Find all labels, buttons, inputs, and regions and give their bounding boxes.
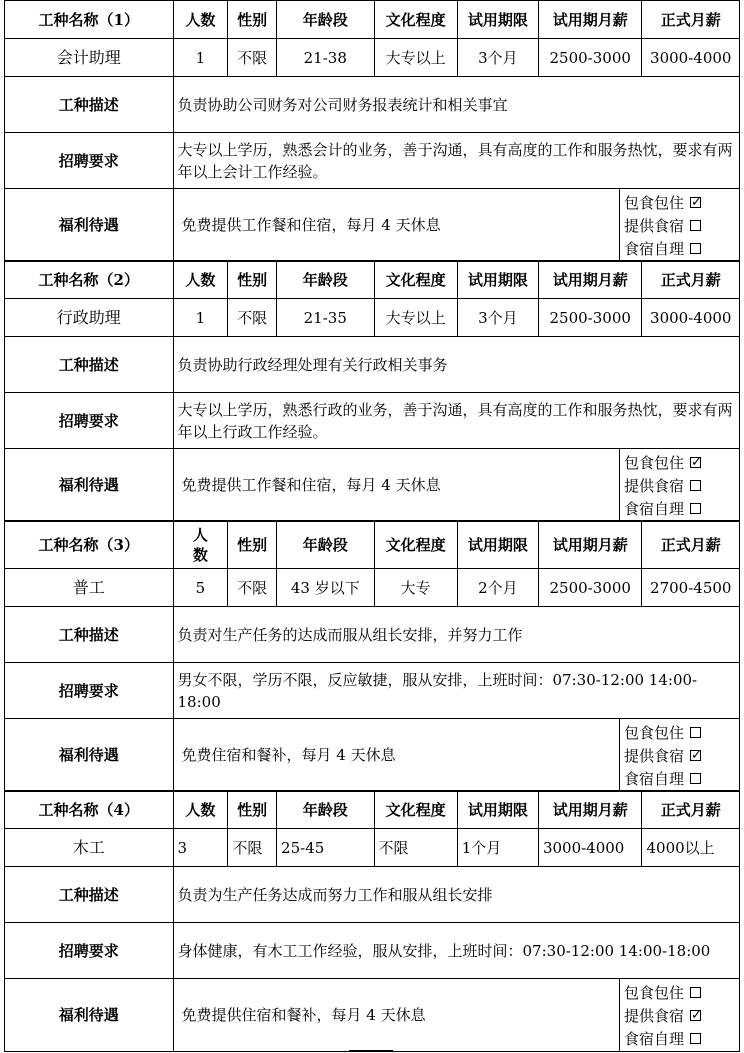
header-cell: 年龄段	[277, 1, 374, 39]
benefits-cell	[173, 189, 739, 262]
header-cell: 人数	[173, 1, 228, 39]
value-cell-salary: 3000-4000	[642, 39, 740, 77]
header-cell: 文化程度	[374, 521, 457, 569]
value-cell-count: 3	[173, 829, 228, 867]
benefit-option-label: 提供食宿	[624, 1006, 685, 1025]
requirements-row	[5, 923, 740, 979]
benefits-label: 福利待遇	[5, 719, 174, 792]
benefit-option	[624, 214, 735, 237]
benefit-option	[624, 1004, 735, 1027]
benefits-text: 免费提供住宿和餐补，每月 4 天休息	[181, 1006, 426, 1024]
header-row	[5, 1, 740, 39]
header-cell: 性别	[228, 261, 277, 299]
header-cell: 试用期月薪	[538, 791, 642, 829]
description-text: 负责协助行政经理处理有关行政相关事务	[173, 337, 739, 393]
checkbox-icon[interactable]	[690, 727, 701, 738]
value-cell-probation: 3个月	[457, 39, 538, 77]
header-cell: 年龄段	[277, 791, 374, 829]
requirements-label: 招聘要求	[5, 133, 174, 189]
value-cell-probation: 2个月	[457, 569, 538, 607]
requirements-label: 招聘要求	[5, 393, 174, 449]
benefits-cell	[173, 979, 739, 1052]
value-cell-gender: 不限	[228, 569, 277, 607]
job-table	[4, 260, 740, 522]
value-cell-name: 木工	[5, 829, 174, 867]
benefit-option	[624, 451, 735, 474]
value-cell-name: 行政助理	[5, 299, 174, 337]
value-cell-age: 21-35	[277, 299, 374, 337]
benefit-options	[619, 979, 739, 1051]
description-text: 负责对生产任务的达成而服从组长安排，并努力工作	[173, 607, 739, 663]
benefit-option-label: 食宿自理	[624, 769, 685, 788]
header-cell: 试用期月薪	[538, 1, 642, 39]
benefit-option-label: 包食包住	[624, 193, 685, 212]
job-table	[4, 520, 740, 792]
value-row	[5, 39, 740, 77]
checked-box-icon[interactable]	[690, 197, 701, 208]
value-cell-count: 1	[173, 39, 228, 77]
requirements-text: 男女不限，学历不限，反应敏捷，服从安排，上班时间：07:30-12:00 14:00-18:00	[173, 663, 739, 719]
header-cell	[173, 521, 228, 569]
requirements-text: 大专以上学历，熟悉行政的业务，善于沟通，具有高度的工作和服务热忱，要求有两年以上行政工作经验。	[173, 393, 739, 449]
description-label: 工种描述	[5, 337, 174, 393]
value-cell-education: 不限	[374, 829, 457, 867]
header-cell: 试用期限	[457, 791, 538, 829]
header-cell: 性别	[228, 521, 277, 569]
value-cell-education: 大专以上	[374, 299, 457, 337]
checkbox-icon[interactable]	[690, 1033, 701, 1044]
header-cell: 试用期月薪	[538, 261, 642, 299]
benefit-option	[624, 744, 735, 767]
checkbox-icon[interactable]	[690, 480, 701, 491]
benefits-text: 免费提供工作餐和住宿，每月 4 天休息	[181, 476, 441, 494]
description-text: 负责协助公司财务对公司财务报表统计和相关事宜	[173, 77, 739, 133]
header-cell: 人数	[173, 261, 228, 299]
header-cell: 正式月薪	[642, 791, 740, 829]
benefit-option	[624, 191, 735, 214]
header-cell: 人数	[173, 791, 228, 829]
value-cell-probation_salary: 2500-3000	[538, 299, 642, 337]
benefits-row	[5, 979, 740, 1052]
description-row	[5, 607, 740, 663]
description-label: 工种描述	[5, 607, 174, 663]
header-row	[5, 261, 740, 299]
checkbox-icon[interactable]	[690, 243, 701, 254]
requirements-text: 大专以上学历，熟悉会计的业务，善于沟通，具有高度的工作和服务热忱，要求有两年以上会计工作经验。	[173, 133, 739, 189]
benefit-option-label: 食宿自理	[624, 1029, 685, 1048]
header-row	[5, 791, 740, 829]
benefits-row	[5, 719, 740, 792]
value-cell-gender: 不限	[228, 829, 277, 867]
requirements-row	[5, 393, 740, 449]
value-cell-probation: 3个月	[457, 299, 538, 337]
description-label: 工种描述	[5, 867, 174, 923]
benefit-option	[624, 474, 735, 497]
header-cell: 性别	[228, 1, 277, 39]
job-table	[4, 790, 740, 1052]
benefit-option-label: 包食包住	[624, 453, 685, 472]
benefit-option	[624, 497, 735, 520]
header-cell: 正式月薪	[642, 261, 740, 299]
value-cell-count: 1	[173, 299, 228, 337]
value-cell-name: 普工	[5, 569, 174, 607]
benefit-option-label: 包食包住	[624, 983, 685, 1002]
value-cell-name: 会计助理	[5, 39, 174, 77]
value-row	[5, 829, 740, 867]
benefit-option-label: 包食包住	[624, 723, 685, 742]
description-row	[5, 337, 740, 393]
header-cell: 试用期限	[457, 521, 538, 569]
benefit-option	[624, 767, 735, 790]
value-cell-age: 25-45	[277, 829, 374, 867]
benefit-option-label: 提供食宿	[624, 216, 685, 235]
checked-box-icon[interactable]	[690, 457, 701, 468]
requirements-text: 身体健康，有木工工作经验，服从安排，上班时间：07:30-12:00 14:00-18:00	[173, 923, 739, 979]
benefits-label: 福利待遇	[5, 189, 174, 262]
value-cell-gender: 不限	[228, 39, 277, 77]
header-cell: 性别	[228, 791, 277, 829]
job-table	[4, 0, 740, 262]
value-cell-probation_salary: 2500-3000	[538, 569, 642, 607]
checked-box-icon[interactable]	[690, 750, 701, 761]
benefit-option-label: 提供食宿	[624, 746, 685, 765]
checkbox-icon[interactable]	[690, 503, 701, 514]
description-text: 负责为生产任务达成而努力工作和服从组长安排	[173, 867, 739, 923]
value-cell-gender: 不限	[228, 299, 277, 337]
benefits-cell	[173, 719, 739, 792]
header-cell: 文化程度	[374, 1, 457, 39]
value-cell-probation_salary: 3000-4000	[538, 829, 642, 867]
header-char: 人	[192, 525, 208, 544]
benefits-label: 福利待遇	[5, 979, 174, 1052]
header-cell: 试用期限	[457, 1, 538, 39]
benefit-options	[619, 719, 739, 791]
header-row	[5, 521, 740, 569]
header-cell: 文化程度	[374, 261, 457, 299]
value-cell-education: 大专	[374, 569, 457, 607]
header-cell: 工种名称（4）	[5, 791, 174, 829]
value-row	[5, 299, 740, 337]
value-cell-count: 5	[173, 569, 228, 607]
benefit-options	[619, 449, 739, 521]
header-char: 数	[192, 545, 208, 564]
value-row	[5, 569, 740, 607]
header-cell: 工种名称（1）	[5, 1, 174, 39]
value-cell-salary: 2700-4500	[642, 569, 740, 607]
benefits-row	[5, 449, 740, 522]
benefit-options	[619, 189, 739, 261]
benefit-option	[624, 981, 735, 1004]
benefit-option	[624, 1027, 735, 1050]
header-cell: 试用期限	[457, 261, 538, 299]
header-cell: 工种名称（2）	[5, 261, 174, 299]
benefit-option-label: 提供食宿	[624, 476, 685, 495]
benefit-option-label: 食宿自理	[624, 239, 685, 258]
benefits-cell	[173, 449, 739, 522]
requirements-label: 招聘要求	[5, 923, 174, 979]
description-row	[5, 867, 740, 923]
value-cell-age: 21-38	[277, 39, 374, 77]
benefits-text: 免费提供工作餐和住宿，每月 4 天休息	[181, 216, 441, 234]
header-cell: 试用期月薪	[538, 521, 642, 569]
requirements-label: 招聘要求	[5, 663, 174, 719]
header-cell: 年龄段	[277, 261, 374, 299]
description-row	[5, 77, 740, 133]
value-cell-probation: 1个月	[457, 829, 538, 867]
benefit-option	[624, 237, 735, 260]
value-cell-salary: 4000以上	[642, 829, 740, 867]
benefits-row	[5, 189, 740, 262]
checked-box-icon[interactable]	[690, 1010, 701, 1021]
header-cell: 工种名称（3）	[5, 521, 174, 569]
requirements-row	[5, 133, 740, 189]
value-cell-salary: 3000-4000	[642, 299, 740, 337]
header-cell: 年龄段	[277, 521, 374, 569]
checkbox-icon[interactable]	[690, 773, 701, 784]
benefits-text: 免费住宿和餐补，每月 4 天休息	[181, 746, 396, 764]
value-cell-education: 大专以上	[374, 39, 457, 77]
benefit-option-label: 食宿自理	[624, 499, 685, 518]
header-cell: 文化程度	[374, 791, 457, 829]
header-cell: 正式月薪	[642, 1, 740, 39]
checkbox-icon[interactable]	[690, 220, 701, 231]
checkbox-icon[interactable]	[690, 987, 701, 998]
benefit-option	[624, 721, 735, 744]
requirements-row	[5, 663, 740, 719]
benefits-label: 福利待遇	[5, 449, 174, 522]
description-label: 工种描述	[5, 77, 174, 133]
value-cell-age: 43 岁以下	[277, 569, 374, 607]
value-cell-probation_salary: 2500-3000	[538, 39, 642, 77]
header-cell: 正式月薪	[642, 521, 740, 569]
